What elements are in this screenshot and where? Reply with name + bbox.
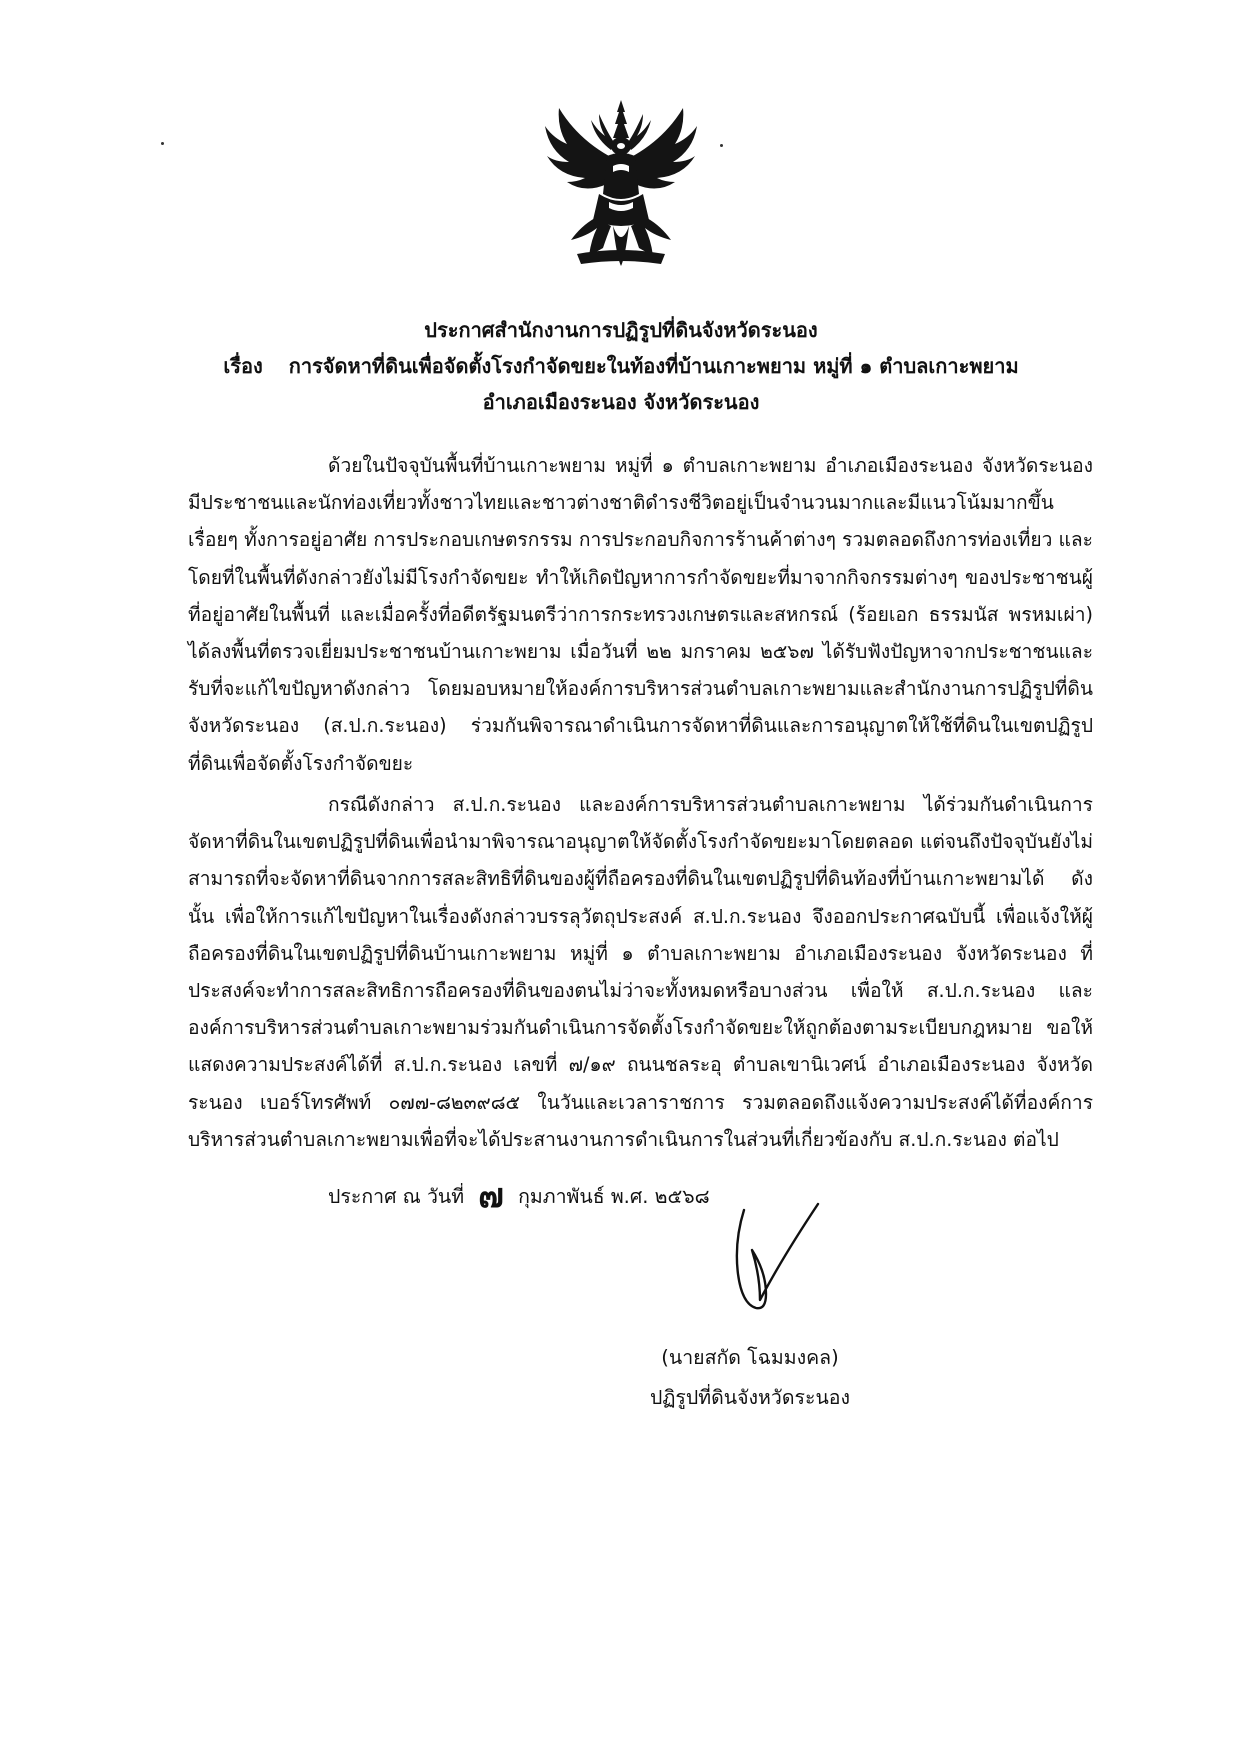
paragraph-1-text: ด้วยในปัจจุบันพื้นที่บ้านเกาะพยาม หมู่ที่ ๑ ตำบลเกาะพยาม อำเภอเมืองระนอง จังหวัดระนอง มีประชาชนและนักท่องเที่ยวทั้งชาวไทยและชาวต่างชาติดำรงชีวิตอยู่เป็นจำนวนมากและมีแนวโน้มมากขึ้นเรื่อยๆ ทั้งการอยู่อาศัย การประกอบเกษตรกรรม การประกอบกิจการร้านค้าต่างๆ รวมตลอดถึงการท่องเที่ยว และโดยที่ในพื้นที่ดังกล่าวยังไม่มีโรงกำจัดขยะ ทำให้เกิดปัญหาการกำจัดขยะที่มาจากกิจกรรมต่างๆ ของประชาชนผู้ที่อยู่อาศัยในพื้นที่ และเมื่อครั้งที่อดีตรัฐมนตรีว่าการกระทรวงเกษตรและสหกรณ์ (ร้อยเอก ธรรมนัส พรหมเผ่า) ได้ลงพื้นที่ตรวจเยี่ยมประชาชนบ้านเกาะพยาม เมื่อวันที่ ๒๒ มกราคม ๒๕๖๗ ได้รับฟังปัญหาจากประชาชนและรับที่จะแก้ไขปัญหาดังกล่าว โดยมอบหมายให้องค์การบริหารส่วนตำบลเกาะพยามและสำนักงานการปฏิรูปที่ดินจังหวัดระนอง (ส.ป.ก.ระนอง) ร่วมกันพิจารณาดำเนินการจัดหาที่ดินและการอนุญาตให้ใช้ที่ดินในเขตปฏิรูปที่ดินเพื่อจัดตั้งโรงกำจัดขยะ xyxy=(188,454,1093,775)
body-paragraph-2 xyxy=(188,786,1093,1158)
paragraph-2-text: กรณีดังกล่าว ส.ป.ก.ระนอง และองค์การบริหารส่วนตำบลเกาะพยาม ได้ร่วมกันดำเนินการจัดหาที่ดินในเขตปฏิรูปที่ดินเพื่อนำมาพิจารณาอนุญาตให้จัดตั้งโรงกำจัดขยะมาโดยตลอด แต่จนถึงปัจจุบันยังไม่สามารถที่จะจัดหาที่ดินจากการสละสิทธิที่ดินของผู้ที่ถือครองที่ดินในเขตปฏิรูปที่ดินท้องที่บ้านเกาะพยามได้ ดังนั้น เพื่อให้การแก้ไขปัญหาในเรื่องดังกล่าวบรรลุวัตถุประสงค์ ส.ป.ก.ระนอง จึงออกประกาศฉบับนี้ เพื่อแจ้งให้ผู้ถือครองที่ดินในเขตปฏิรูปที่ดินบ้านเกาะพยาม หมู่ที่ ๑ ตำบลเกาะพยาม อำเภอเมืองระนอง จังหวัดระนอง ที่ประสงค์จะทำการสละสิทธิการถือครองที่ดินของตนไม่ว่าจะทั้งหมดหรือบางส่วน เพื่อให้ ส.ป.ก.ระนอง และองค์การบริหารส่วนตำบลเกาะพยามร่วมกันดำเนินการจัดตั้งโรงกำจัดขยะให้ถูกต้องตามระเบียบกฎหมาย ขอให้แสดงความประสงค์ได้ที่ ส.ป.ก.ระนอง เลขที่ ๗/๑๙ ถนนชลระอุ ตำบลเขานิเวศน์ อำเภอเมืองระนอง จังหวัดระนอง เบอร์โทรศัพท์ ๐๗๗-๘๒๓๙๘๕ ในวันและเวลาราชการ รวมตลอดถึงแจ้งความประสงค์ได้ที่องค์การบริหารส่วนตำบลเกาะพยามเพื่อที่จะได้ประสานงานการดำเนินการในส่วนที่เกี่ยวข้องกับ ส.ป.ก.ระนอง ต่อไป xyxy=(188,793,1093,1151)
announcement-date xyxy=(328,1178,710,1215)
subject-line xyxy=(120,348,1122,384)
subject-text: การจัดหาที่ดินเพื่อจัดตั้งโรงกำจัดขยะในท้องที่บ้านเกาะพยาม หมู่ที่ ๑ ตำบลเกาะพยาม xyxy=(288,354,1019,378)
garuda-emblem-icon xyxy=(537,98,705,268)
date-prefix: ประกาศ ณ วันที่ xyxy=(328,1185,465,1208)
announcement-title: ประกาศสำนักงานการปฏิรูปที่ดินจังหวัดระนอง xyxy=(424,318,818,342)
signatory-position: ปฏิรูปที่ดินจังหวัดระนอง xyxy=(649,1386,851,1409)
date-day: ๗ xyxy=(478,1176,504,1216)
document-header xyxy=(120,312,1122,420)
scan-speck-left xyxy=(161,142,164,145)
body-paragraph-1 xyxy=(188,447,1093,782)
signatory-name: (นายสกัด โฉมมงคล) xyxy=(661,1346,839,1369)
subject-label: เรื่อง xyxy=(223,354,263,378)
date-month-year: กุมภาพันธ์ พ.ศ. ๒๕๖๘ xyxy=(518,1185,710,1208)
scan-speck-right xyxy=(720,144,723,147)
handwritten-signature-icon xyxy=(722,1202,832,1322)
subject-line-2: อำเภอเมืองระนอง จังหวัดระนอง xyxy=(482,390,760,414)
